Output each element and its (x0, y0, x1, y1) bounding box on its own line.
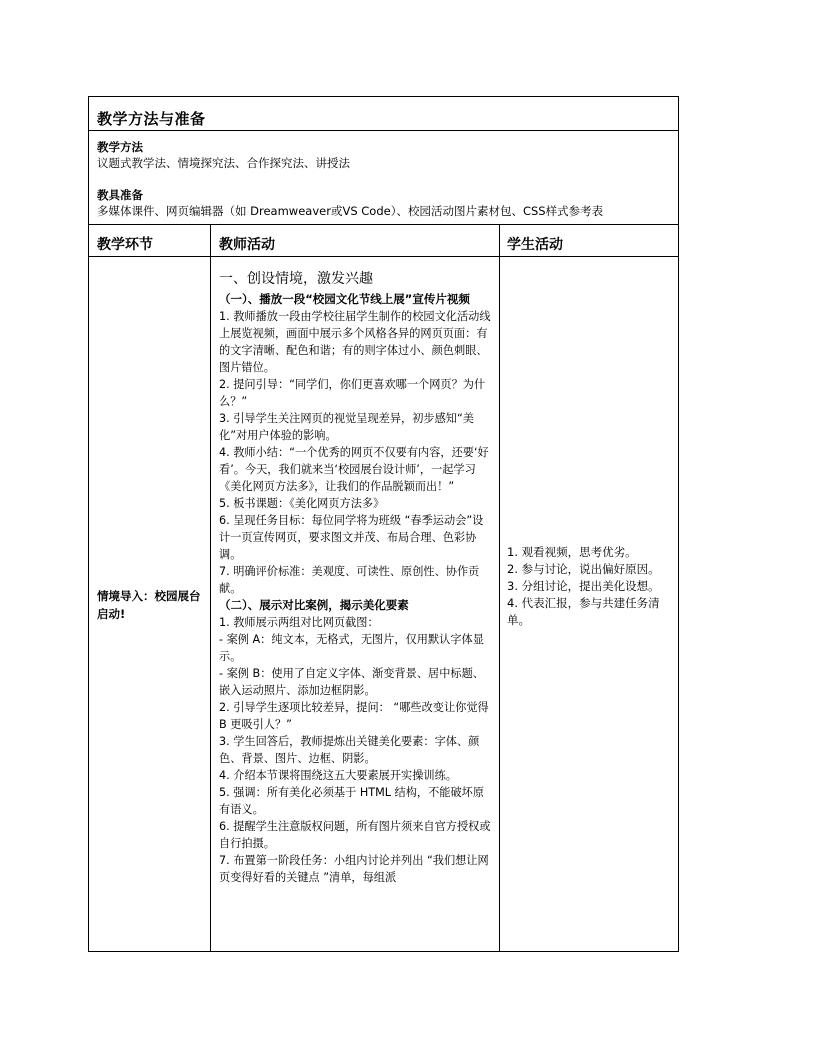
list-item: 1. 教师展示两组对比网页截图： (219, 616, 379, 629)
methods-text: 议题式教学法、情境探究法、合作探究法、讲授法 (97, 156, 350, 170)
list-item: 7. 明确评价标准：美观度、可读性、原创性、协作贡献。 (219, 565, 480, 595)
column-header-teacher: 教师活动 (219, 237, 275, 253)
table-header-row (89, 225, 678, 257)
list-item: 6. 呈现任务目标：每位同学将为班级 “春季运动会”设计一页宣传网页，要求图文并茂、布局合理、色彩协调。 (219, 514, 484, 561)
tools-text: 多媒体课件、网页编辑器（如 Dreamweaver或VS Code）、校园活动图片素材包、CSS样式参考表 (97, 204, 604, 218)
list-item: 1. 教师播放一段由学校往届学生制作的校园文化活动线上展览视频，画面中展示多个风格各异的网页页面：有的文字清晰、配色和谐；有的则字体过小、颜色刺眼、图片错位。 (219, 310, 491, 374)
list-item: 4. 介绍本节课将围绕这五大要素展开实操训练。 (219, 769, 457, 782)
section-header (89, 97, 678, 131)
section-title: 教学方法与准备 (97, 110, 206, 128)
list-item: 6. 提醒学生注意版权问题，所有图片须来自官方授权或自行拍摄。 (219, 820, 491, 850)
stage-cell: 情境导入：校园展台启动! (97, 589, 201, 621)
teacher-section-title: 一、创设情境，激发兴趣 (219, 271, 373, 287)
column-divider (499, 225, 500, 951)
list-item: 2. 引导学生逐项比较差异，提问： “哪些改变让你觉得 B 更吸引人？” (219, 701, 489, 731)
column-header-student: 学生活动 (507, 237, 563, 253)
list-item: 2. 参与讨论，说出偏好原因。 (507, 562, 660, 576)
list-item: 7. 布置第一阶段任务：小组内讨论并列出 “我们想让网页变得好看的关键点 ”清单，每组派 (219, 854, 489, 884)
column-divider (210, 225, 211, 951)
lesson-plan-table (88, 96, 679, 952)
list-item: 1. 观看视频，思考优劣。 (507, 545, 637, 559)
teacher-activity-cell (219, 269, 491, 886)
part1-title: （一）、播放一段“校园文化节线上展”宣传片视频 (219, 292, 470, 306)
list-item: 5. 板书课题：《美化网页方法多》 (219, 497, 385, 510)
list-item: 4. 代表汇报，参与共建任务清单。 (507, 596, 660, 627)
list-item: 2. 提问引导：“同学们，你们更喜欢哪一个网页？为什么？” (219, 378, 486, 408)
student-activity-cell (507, 544, 667, 629)
methods-label: 教学方法 (97, 140, 143, 154)
list-item: - 案例 B：使用了自定义字体、渐变背景、居中标题、嵌入运动照片、添加边框阴影。 (219, 667, 484, 697)
list-item: 3. 分组讨论，提出美化设想。 (507, 579, 660, 593)
list-item: 3. 引导学生关注网页的视觉呈现差异，初步感知“美化”对用户体验的影响。 (219, 412, 474, 442)
part2-title: （二）、展示对比案例，揭示美化要素 (219, 598, 409, 612)
tools-label: 教具准备 (97, 188, 143, 202)
list-item: 5. 强调：所有美化必须基于 HTML 结构，不能破坏原有语义。 (219, 786, 485, 816)
list-item: 3. 学生回答后，教师提炼出关键美化要素：字体、颜色、背景、图片、边框、阴影。 (219, 735, 480, 765)
list-item: - 案例 A：纯文本，无格式，无图片，仅用默认字体显示。 (219, 633, 484, 663)
column-header-stage: 教学环节 (97, 237, 153, 253)
list-item: 4. 教师小结：“一个优秀的网页不仅要有内容，还要‘好看’。今天，我们就来当‘校园展台设计师’，一起学习《美化网页方法多》，让我们的作品脱颖而出！” (219, 446, 489, 493)
methods-and-tools (89, 131, 678, 225)
